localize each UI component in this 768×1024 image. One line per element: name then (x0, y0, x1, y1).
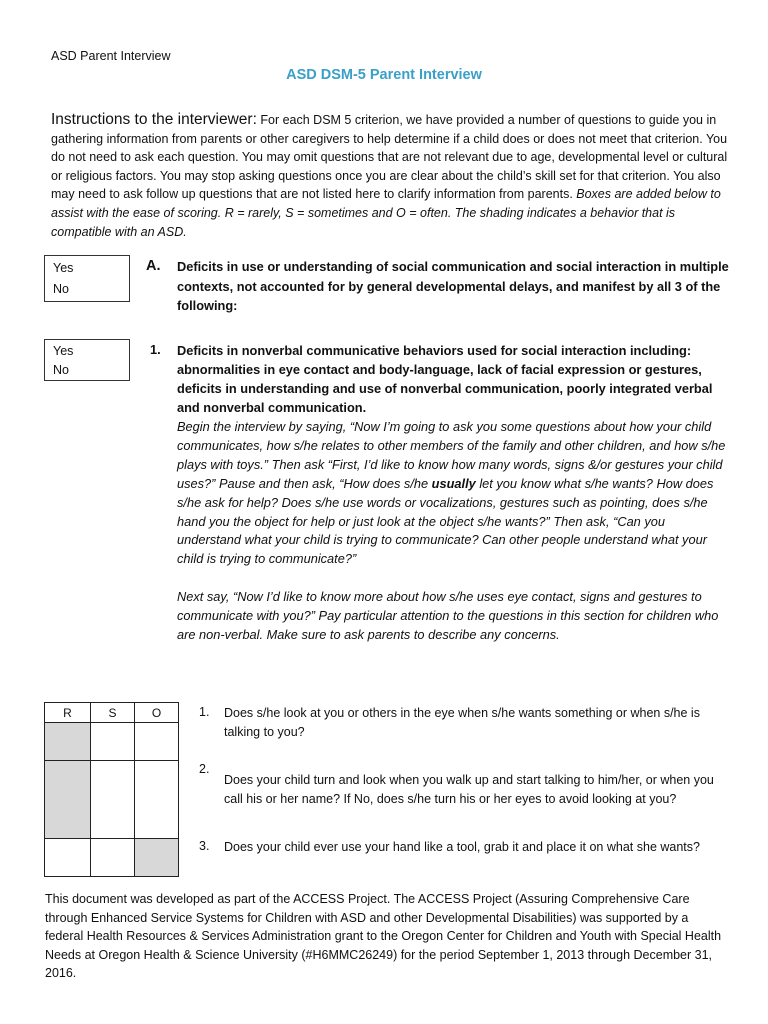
header-often: O (135, 703, 179, 723)
funding-footer: This document was developed as part of the ACCESS Project. The ACCESS Project (Assuring Comprehensive Care through Enhanced Service Systems for Children with ASD and other Developmental Disabilities) was supported by a federal Health Resources & Services Administration grant to the Oregon Center for Children and Youth with Special Health Needs at Oregon Health & Science University (#H6MMC26249) for the period September 1, 2013 through December 31, 2016. (45, 892, 722, 981)
section-1-no-option[interactable] (51, 361, 123, 380)
section-a-label: A. (146, 258, 161, 274)
header-rarely: R (45, 703, 91, 723)
score-cell-o[interactable] (135, 761, 179, 839)
question-3-number: 3. (199, 839, 210, 853)
score-cell-s[interactable] (91, 761, 135, 839)
score-cell-s[interactable] (91, 723, 135, 761)
question-2-number: 2. (199, 762, 210, 776)
guidance-paragraph-1 (177, 418, 727, 569)
question-1-number: 1. (199, 705, 210, 719)
instructions-scoring-note: Boxes are added below to assist with the ease of scoring. R = rarely, S = sometimes and O = often. The shading indicates a behavior that is compatible with an ASD. (51, 187, 721, 239)
header-sometimes: S (91, 703, 135, 723)
question-2-text: Does your child turn and look when you walk up and start talking to him/her, or when you call his or her name? If No, does s/he turn his or her eyes to avoid looking at you? (224, 773, 714, 806)
score-cell-o[interactable] (135, 723, 179, 761)
no-label: No (53, 363, 69, 377)
no-label: No (53, 282, 69, 296)
scoring-row-q1 (45, 723, 179, 761)
scoring-header-row (45, 703, 179, 723)
score-cell-o[interactable] (135, 839, 179, 877)
interviewer-guidance (177, 418, 727, 645)
running-header: ASD Parent Interview (51, 49, 171, 63)
guidance-text: let you know what s/he wants? How does s/he ask for help? Does s/he use words or vocalizations, gestures such as pointing, does s/he hand you the object for help or just look at the object s/he wants?” Then ask, “Can you understand what your child is trying to communicate? Can other people understand what your child is trying to communicate?” (177, 475, 714, 567)
scoring-row-q3 (45, 839, 179, 877)
guidance-paragraph-2: Next say, “Now I’d like to know more about how s/he uses eye contact, signs and gestures to communicate with you?” Pay particular attention to the questions in this section for children who are non-verbal. Make sure to ask parents to describe any concerns. (177, 589, 719, 642)
yes-label: Yes (53, 261, 74, 275)
section-a-no-option[interactable] (51, 279, 123, 300)
scoring-row-q2 (45, 761, 179, 839)
instructions-lead: Instructions to the interviewer: (51, 111, 257, 128)
score-cell-r[interactable] (45, 839, 91, 877)
section-1-yes-option[interactable] (51, 342, 123, 361)
yes-label: Yes (53, 344, 74, 358)
guidance-text: Begin the interview by saying, “Now I’m going to ask you some questions about how your child communicates, how s/he relates to other members of the family and other children, and how s/he plays with toys.” Then ask “First, I’d like to know how many words, signs &/or gestures your child uses?” Pause and then ask, “How does s/he (177, 419, 726, 491)
question-3-text: Does your child ever use your hand like a tool, grab it and place it on what she wants? (224, 840, 700, 854)
question-1-text: Does s/he look at you or others in the eye when s/he wants something or when s/he is talking to you? (224, 706, 700, 739)
score-cell-s[interactable] (91, 839, 135, 877)
score-cell-r[interactable] (45, 723, 91, 761)
section-1-criterion: Deficits in nonverbal communicative behaviors used for social interaction including: abnormalities in eye contact and body-language, lack of facial expression or gestures, deficits in understanding and use of nonverbal communication, poorly integrated verbal and nonverbal communication. (177, 343, 713, 415)
instructions-paragraph (51, 111, 731, 241)
instructions-body: For each DSM 5 criterion, we have provided a number of questions to guide you in gathering information from parents or other caregivers to help determine if a child does or does not meet that criterion. You do not need to ask each question. You may omit questions that are not relevant due to age, developmental level or cultural or religious factors. You may stop asking questions once you are clear about the child’s skill set for that criterion. You also may need to ask follow up questions that are not listed here to clarify information from parents. (51, 113, 728, 202)
score-cell-r[interactable] (45, 761, 91, 839)
document-title: ASD DSM-5 Parent Interview (286, 67, 482, 83)
rso-scoring-grid (44, 702, 179, 877)
guidance-emphasis: usually (431, 475, 476, 491)
section-1-yes-no-box (44, 339, 130, 381)
section-a-criterion: Deficits in use or understanding of social communication and social interaction in multiple contexts, not accounted for by general developmental delays, and manifest by all 3 of the following: (177, 259, 729, 313)
section-a-yes-no-box (44, 255, 130, 302)
section-1-label: 1. (150, 342, 161, 357)
section-a-yes-option[interactable] (51, 258, 123, 279)
